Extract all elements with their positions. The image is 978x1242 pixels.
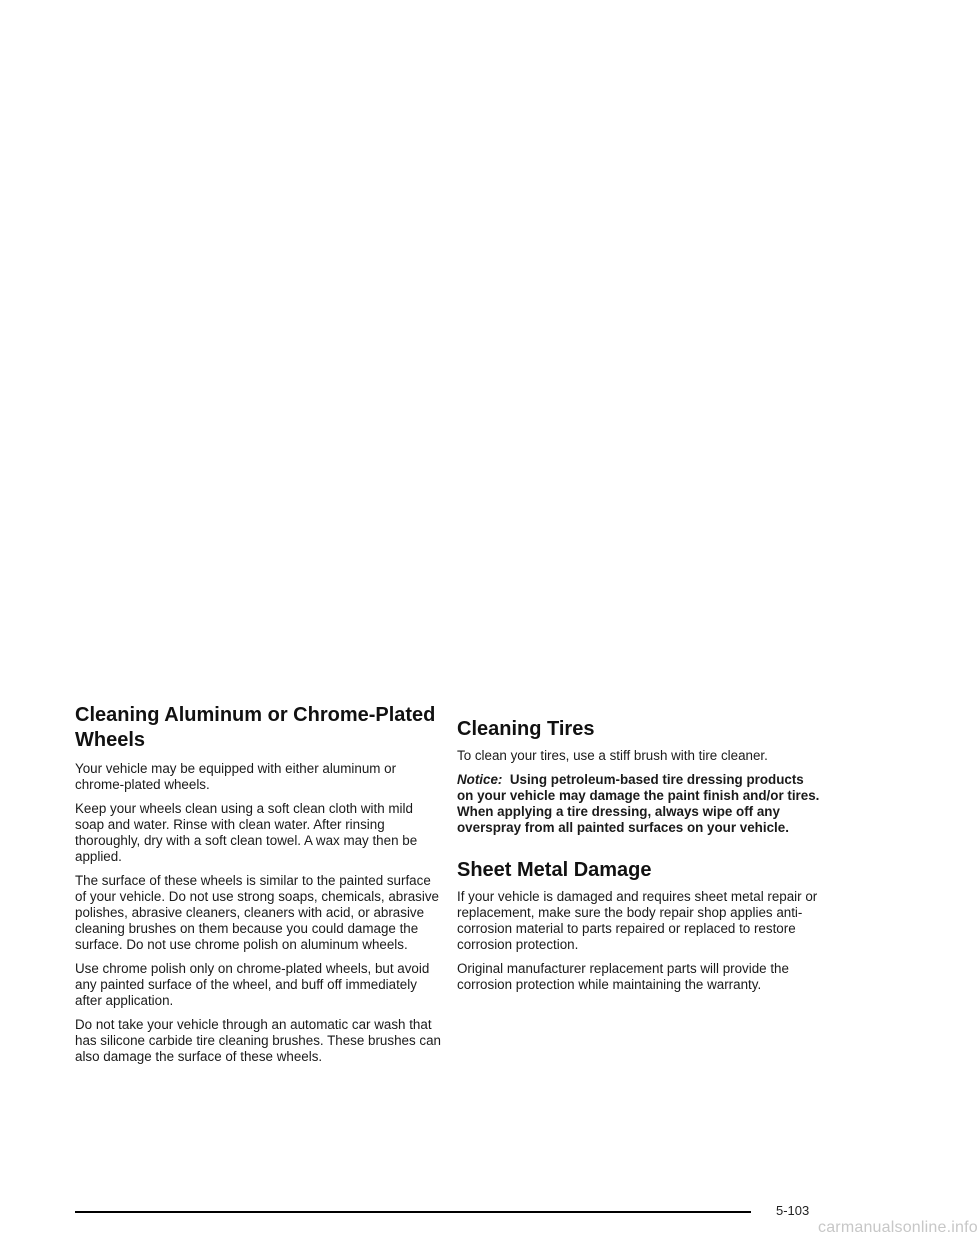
footer-rule (75, 1211, 751, 1213)
paragraph-sheet-metal-1: If your vehicle is damaged and requires sheet metal repair or replacement, make sure the body repair shop applies anti-corrosion material to parts repaired or replaced to restore corrosion protection. (457, 889, 818, 952)
section-heading-wheels: Cleaning Aluminum or Chrome-Plated Wheels (75, 704, 436, 751)
paragraph-wheels-4: Use chrome polish only on chrome-plated wheels, but avoid any painted surface of the wheel, and buff off immediately after application. (75, 961, 430, 1008)
paragraph-tires: To clean your tires, use a stiff brush with tire cleaner. (457, 748, 768, 763)
left-column (75, 704, 441, 1073)
section-heading-sheet-metal: Sheet Metal Damage (457, 859, 652, 881)
page-number: 5-103 (776, 1203, 810, 1218)
notice-text: Using petroleum-based tire dressing products on your vehicle may damage the paint finish and/or tires. When applying a tire dressing, always wipe off any overspray from all painted surfaces on your vehicle. (457, 772, 820, 835)
paragraph-wheels-5: Do not take your vehicle through an automatic car wash that has silicone carbide tire cleaning brushes. These brushes can also damage the surface of these wheels. (75, 1017, 441, 1064)
paragraph-wheels-2: Keep your wheels clean using a soft clean cloth with mild soap and water. Rinse with clean water. After rinsing thoroughly, dry with a soft clean towel. A wax may then be applied. (75, 801, 418, 864)
watermark: carmanualsonline.info (818, 1219, 978, 1236)
paragraph-sheet-metal-2: Original manufacturer replacement parts will provide the corrosion protection while maintaining the warranty. (457, 961, 789, 992)
paragraph-wheels-1: Your vehicle may be equipped with either aluminum or chrome-plated wheels. (75, 761, 397, 792)
notice-paragraph (457, 772, 823, 836)
right-column (457, 713, 823, 1001)
section-heading-tires: Cleaning Tires (457, 718, 595, 740)
paragraph-wheels-3: The surface of these wheels is similar to the painted surface of your vehicle. Do not use strong soaps, chemicals, abrasive polishes, abrasive cleaners, cleaners with acid, or abrasive cleaning brushes on them because you could damage the surface. Do not use chrome polish on aluminum wheels. (75, 873, 439, 952)
notice-label: Notice: (457, 772, 503, 787)
